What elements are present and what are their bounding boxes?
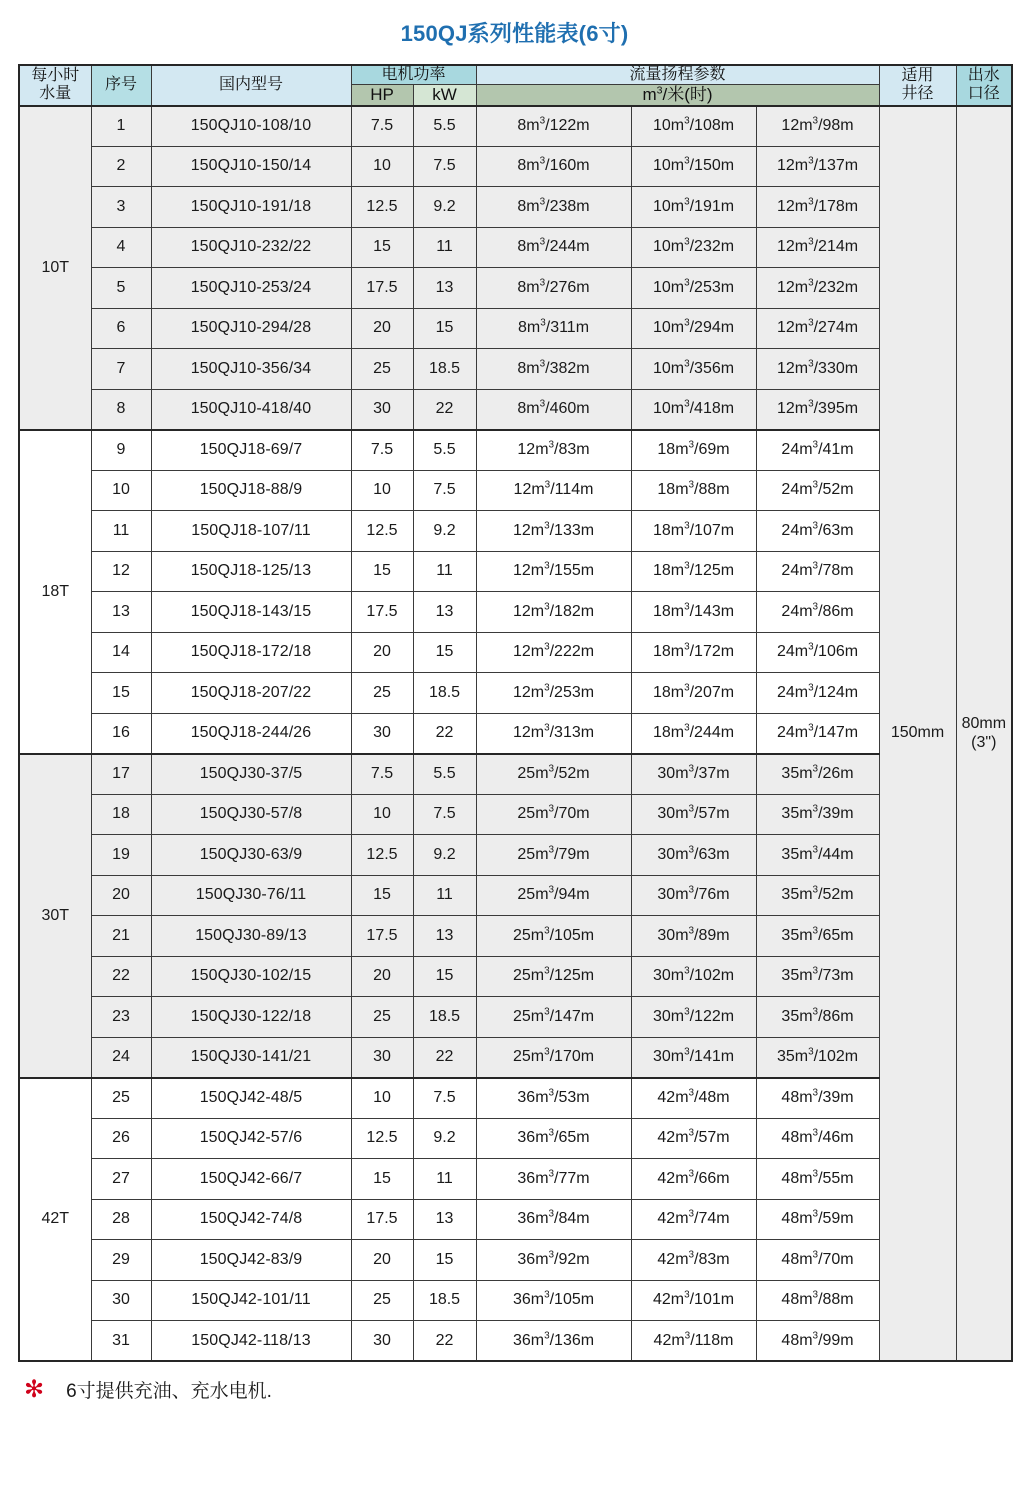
table-row [19,875,1012,916]
kw-cell: 18.5 [413,997,476,1038]
index-cell: 21 [91,916,151,957]
group-label-cell: 42T [19,1078,91,1362]
kw-cell: 22 [413,1321,476,1362]
header-outlet-diameter-line2: 口径 [967,85,1000,103]
model-cell: 150QJ18-143/15 [151,592,351,633]
performance-table [18,64,1013,1362]
table-row [19,592,1012,633]
index-cell: 3 [91,187,151,228]
kw-cell: 9.2 [413,511,476,552]
index-cell: 1 [91,106,151,147]
flow-head-cell: $36m^3/105m$ [476,1280,631,1321]
table-row [19,430,1012,471]
flow-head-cell: $42m^3/101m$ [631,1280,756,1321]
hp-cell: 25 [351,997,413,1038]
kw-cell: 9.2 [413,187,476,228]
table-row [19,997,1012,1038]
model-cell: 150QJ18-207/22 [151,673,351,714]
flow-head-cell: $12m^3/274m$ [756,308,879,349]
flow-head-cell: $10m^3/108m$ [631,106,756,147]
header-index: 序号 [91,65,151,106]
header-flow-unit-m: m [642,85,657,105]
flow-head-cell: $30m^3/122m$ [631,997,756,1038]
flow-head-cell: $30m^3/102m$ [631,956,756,997]
index-cell: 9 [91,430,151,471]
flow-head-cell: $30m^3/89m$ [631,916,756,957]
kw-cell: 5.5 [413,106,476,147]
flow-head-cell: $30m^3/57m$ [631,794,756,835]
kw-cell: 15 [413,956,476,997]
header-well-diameter-line2: 井径 [901,85,934,103]
table-row [19,632,1012,673]
model-cell: 150QJ18-172/18 [151,632,351,673]
model-cell: 150QJ42-83/9 [151,1240,351,1281]
kw-cell: 18.5 [413,1280,476,1321]
kw-cell: 5.5 [413,754,476,795]
flow-head-cell: $8m^3/122m$ [476,106,631,147]
flow-head-cell: $42m^3/83m$ [631,1240,756,1281]
hp-cell: 30 [351,389,413,430]
flow-head-cell: $24m^3/78m$ [756,551,879,592]
index-cell: 10 [91,470,151,511]
index-cell: 16 [91,713,151,754]
hp-cell: 17.5 [351,1199,413,1240]
flow-head-cell: $25m^3/105m$ [476,916,631,957]
flow-head-cell: $10m^3/232m$ [631,227,756,268]
outlet-diameter-cell [956,106,1012,1362]
hp-cell: 12.5 [351,511,413,552]
kw-cell: 22 [413,713,476,754]
table-row [19,835,1012,876]
table-row [19,713,1012,754]
flow-head-cell: $42m^3/57m$ [631,1118,756,1159]
flow-head-cell: $24m^3/41m$ [756,430,879,471]
model-cell: 150QJ30-122/18 [151,997,351,1038]
hp-cell: 25 [351,349,413,390]
kw-cell: 5.5 [413,430,476,471]
hp-cell: 20 [351,956,413,997]
table-row [19,1280,1012,1321]
kw-cell: 22 [413,1037,476,1078]
flow-head-cell: $12m^3/214m$ [756,227,879,268]
header-flow-unit [476,85,879,106]
model-cell: 150QJ18-107/11 [151,511,351,552]
flow-head-cell: $30m^3/76m$ [631,875,756,916]
index-cell: 8 [91,389,151,430]
index-cell: 7 [91,349,151,390]
table-row [19,308,1012,349]
hp-cell: 17.5 [351,916,413,957]
header-outlet-diameter [956,65,1012,106]
flow-head-cell: $24m^3/63m$ [756,511,879,552]
group-label-cell: 30T [19,754,91,1078]
hp-cell: 25 [351,1280,413,1321]
table-row [19,1321,1012,1362]
flow-head-cell: $35m^3/44m$ [756,835,879,876]
index-cell: 20 [91,875,151,916]
index-cell: 6 [91,308,151,349]
flow-head-cell: $18m^3/143m$ [631,592,756,633]
flow-head-cell: $35m^3/52m$ [756,875,879,916]
table-row [19,349,1012,390]
flow-head-cell: $10m^3/356m$ [631,349,756,390]
flow-head-cell: $12m^3/155m$ [476,551,631,592]
kw-cell: 7.5 [413,794,476,835]
flow-head-cell: $30m^3/63m$ [631,835,756,876]
flow-head-cell: $25m^3/94m$ [476,875,631,916]
hp-cell: 20 [351,308,413,349]
flow-head-cell: $48m^3/39m$ [756,1078,879,1119]
kw-cell: 11 [413,875,476,916]
model-cell: 150QJ30-57/8 [151,794,351,835]
header-hourly-water [19,65,91,106]
flow-head-cell: $12m^3/395m$ [756,389,879,430]
flow-head-cell: $8m^3/311m$ [476,308,631,349]
flow-head-cell: $12m^3/133m$ [476,511,631,552]
header-flow-unit-rest: /米(时) [662,85,713,105]
flow-head-cell: $36m^3/77m$ [476,1159,631,1200]
flow-head-cell: $25m^3/79m$ [476,835,631,876]
flow-head-cell: $8m^3/238m$ [476,187,631,228]
kw-cell: 18.5 [413,673,476,714]
flow-head-cell: $25m^3/170m$ [476,1037,631,1078]
flow-head-cell: $12m^3/83m$ [476,430,631,471]
table-row [19,794,1012,835]
index-cell: 11 [91,511,151,552]
index-cell: 2 [91,146,151,187]
footnote-text: 6寸提供充油、充水电机. [66,1381,272,1403]
table-row [19,146,1012,187]
kw-cell: 22 [413,389,476,430]
table-header [19,65,1012,106]
index-cell: 4 [91,227,151,268]
flow-head-cell: $35m^3/39m$ [756,794,879,835]
flow-head-cell: $10m^3/253m$ [631,268,756,309]
table-row [19,227,1012,268]
index-cell: 14 [91,632,151,673]
header-model: 国内型号 [151,65,351,106]
kw-cell: 15 [413,632,476,673]
table-row [19,1199,1012,1240]
flow-head-cell: $30m^3/37m$ [631,754,756,795]
header-power-hp: HP [351,85,413,106]
model-cell: 150QJ10-191/18 [151,187,351,228]
index-cell: 18 [91,794,151,835]
header-motor-power: 电机功率 [351,65,476,85]
kw-cell: 18.5 [413,349,476,390]
flow-head-cell: $18m^3/88m$ [631,470,756,511]
header-flow-head-params: 流量扬程参数 [476,65,879,85]
hp-cell: 10 [351,470,413,511]
flow-head-cell: $12m^3/114m$ [476,470,631,511]
flow-head-cell: $48m^3/70m$ [756,1240,879,1281]
index-cell: 31 [91,1321,151,1362]
table-row [19,1078,1012,1119]
table-row [19,470,1012,511]
flow-head-cell: $35m^3/86m$ [756,997,879,1038]
flow-head-cell: $42m^3/74m$ [631,1199,756,1240]
flow-head-cell: $42m^3/118m$ [631,1321,756,1362]
flow-head-cell: $35m^3/65m$ [756,916,879,957]
flow-head-cell: $36m^3/136m$ [476,1321,631,1362]
hp-cell: 12.5 [351,835,413,876]
flow-head-cell: $42m^3/48m$ [631,1078,756,1119]
table-row [19,551,1012,592]
flow-head-cell: $35m^3/26m$ [756,754,879,795]
hp-cell: 30 [351,1037,413,1078]
table-row [19,673,1012,714]
hp-cell: 15 [351,875,413,916]
flow-head-cell: $8m^3/382m$ [476,349,631,390]
outlet-diameter-line2: (3") [971,733,997,751]
table-row [19,1118,1012,1159]
flow-head-cell: $36m^3/84m$ [476,1199,631,1240]
model-cell: 150QJ30-141/21 [151,1037,351,1078]
model-cell: 150QJ10-108/10 [151,106,351,147]
model-cell: 150QJ10-232/22 [151,227,351,268]
flow-head-cell: $35m^3/102m$ [756,1037,879,1078]
kw-cell: 13 [413,1199,476,1240]
flow-head-cell: $48m^3/88m$ [756,1280,879,1321]
flow-head-cell: $24m^3/106m$ [756,632,879,673]
index-cell: 13 [91,592,151,633]
flow-head-cell: $24m^3/147m$ [756,713,879,754]
hp-cell: 10 [351,1078,413,1119]
page-title: 150QJ系列性能表(6寸) [400,21,629,46]
well-diameter-cell: 150mm [879,106,956,1362]
flow-head-cell: $18m^3/69m$ [631,430,756,471]
flow-head-cell: $25m^3/70m$ [476,794,631,835]
flow-head-cell: $12m^3/178m$ [756,187,879,228]
index-cell: 12 [91,551,151,592]
model-cell: 150QJ42-101/11 [151,1280,351,1321]
model-cell: 150QJ18-69/7 [151,430,351,471]
flow-head-cell: $48m^3/46m$ [756,1118,879,1159]
kw-cell: 11 [413,551,476,592]
kw-cell: 9.2 [413,835,476,876]
hp-cell: 10 [351,146,413,187]
model-cell: 150QJ42-57/6 [151,1118,351,1159]
table-row [19,956,1012,997]
flow-head-cell: $36m^3/53m$ [476,1078,631,1119]
hp-cell: 17.5 [351,592,413,633]
model-cell: 150QJ42-74/8 [151,1199,351,1240]
flow-head-cell: $25m^3/147m$ [476,997,631,1038]
hp-cell: 12.5 [351,1118,413,1159]
model-cell: 150QJ42-118/13 [151,1321,351,1362]
kw-cell: 15 [413,308,476,349]
index-cell: 24 [91,1037,151,1078]
model-cell: 150QJ10-356/34 [151,349,351,390]
flow-head-cell: $8m^3/160m$ [476,146,631,187]
table-row [19,511,1012,552]
kw-cell: 15 [413,1240,476,1281]
hp-cell: 10 [351,794,413,835]
flow-head-cell: $12m^3/98m$ [756,106,879,147]
flow-head-cell: $48m^3/99m$ [756,1321,879,1362]
table-row [19,106,1012,147]
header-well-diameter [879,65,956,106]
table-row [19,916,1012,957]
flow-head-cell: $48m^3/59m$ [756,1199,879,1240]
flow-head-cell: $36m^3/65m$ [476,1118,631,1159]
index-cell: 25 [91,1078,151,1119]
header-hourly-water-line2: 水量 [39,85,72,103]
hp-cell: 15 [351,551,413,592]
index-cell: 26 [91,1118,151,1159]
flow-head-cell: $12m^3/313m$ [476,713,631,754]
table-body [19,106,1012,1362]
flow-head-cell: $25m^3/52m$ [476,754,631,795]
flow-head-cell: $10m^3/418m$ [631,389,756,430]
table-row [19,1037,1012,1078]
table-row [19,1159,1012,1200]
kw-cell: 11 [413,1159,476,1200]
flow-head-cell: $10m^3/191m$ [631,187,756,228]
table-row [19,754,1012,795]
model-cell: 150QJ10-294/28 [151,308,351,349]
flow-head-cell: $12m^3/182m$ [476,592,631,633]
group-label-cell: 10T [19,106,91,430]
flow-head-cell: $8m^3/276m$ [476,268,631,309]
hp-cell: 30 [351,713,413,754]
header-hourly-water-line1: 每小时 [31,67,80,85]
model-cell: 150QJ10-253/24 [151,268,351,309]
index-cell: 15 [91,673,151,714]
table-row [19,187,1012,228]
flow-head-cell: $8m^3/244m$ [476,227,631,268]
header-flow-unit-sup: 3 [656,84,663,97]
hp-cell: 15 [351,1159,413,1200]
flow-head-cell: $18m^3/107m$ [631,511,756,552]
model-cell: 150QJ30-102/15 [151,956,351,997]
flow-head-cell: $12m^3/232m$ [756,268,879,309]
hp-cell: 17.5 [351,268,413,309]
flow-head-cell: $24m^3/52m$ [756,470,879,511]
kw-cell: 7.5 [413,1078,476,1119]
flow-head-cell: $10m^3/294m$ [631,308,756,349]
flow-head-cell: $12m^3/137m$ [756,146,879,187]
hp-cell: 20 [351,1240,413,1281]
kw-cell: 9.2 [413,1118,476,1159]
kw-cell: 7.5 [413,146,476,187]
table-container [18,64,1011,1362]
flow-head-cell: $35m^3/73m$ [756,956,879,997]
hp-cell: 30 [351,1321,413,1362]
hp-cell: 25 [351,673,413,714]
group-label-cell: 18T [19,430,91,754]
flow-head-cell: $30m^3/141m$ [631,1037,756,1078]
hp-cell: 7.5 [351,430,413,471]
hp-cell: 7.5 [351,106,413,147]
flow-head-cell: $36m^3/92m$ [476,1240,631,1281]
model-cell: 150QJ30-89/13 [151,916,351,957]
model-cell: 150QJ18-125/13 [151,551,351,592]
kw-cell: 7.5 [413,470,476,511]
header-well-diameter-line1: 适用 [901,67,934,85]
index-cell: 30 [91,1280,151,1321]
kw-cell: 11 [413,227,476,268]
table-row [19,268,1012,309]
kw-cell: 13 [413,592,476,633]
hp-cell: 7.5 [351,754,413,795]
flow-head-cell: $18m^3/207m$ [631,673,756,714]
index-cell: 22 [91,956,151,997]
model-cell: 150QJ42-48/5 [151,1078,351,1119]
kw-cell: 13 [413,268,476,309]
index-cell: 23 [91,997,151,1038]
index-cell: 5 [91,268,151,309]
table-row [19,1240,1012,1281]
footnote [24,1376,1029,1403]
index-cell: 28 [91,1199,151,1240]
hp-cell: 15 [351,227,413,268]
model-cell: 150QJ30-63/9 [151,835,351,876]
flow-head-cell: $48m^3/55m$ [756,1159,879,1200]
kw-cell: 13 [413,916,476,957]
table-row [19,389,1012,430]
flow-head-cell: $12m^3/222m$ [476,632,631,673]
flow-head-cell: $8m^3/460m$ [476,389,631,430]
hp-cell: 20 [351,632,413,673]
header-outlet-diameter-line1: 出水 [967,67,1000,85]
flow-head-cell: $24m^3/124m$ [756,673,879,714]
model-cell: 150QJ18-244/26 [151,713,351,754]
flow-head-cell: $10m^3/150m$ [631,146,756,187]
flow-head-cell: $25m^3/125m$ [476,956,631,997]
index-cell: 27 [91,1159,151,1200]
flow-head-cell: $24m^3/86m$ [756,592,879,633]
index-cell: 29 [91,1240,151,1281]
flow-head-cell: $12m^3/330m$ [756,349,879,390]
flow-head-cell: $18m^3/244m$ [631,713,756,754]
model-cell: 150QJ18-88/9 [151,470,351,511]
header-power-kw: kW [413,85,476,106]
flow-head-cell: $18m^3/172m$ [631,632,756,673]
index-cell: 17 [91,754,151,795]
model-cell: 150QJ42-66/7 [151,1159,351,1200]
hp-cell: 12.5 [351,187,413,228]
outlet-diameter-line1: 80mm [961,715,1007,733]
flow-head-cell: $42m^3/66m$ [631,1159,756,1200]
model-cell: 150QJ30-37/5 [151,754,351,795]
model-cell: 150QJ30-76/11 [151,875,351,916]
flow-head-cell: $12m^3/253m$ [476,673,631,714]
header-row-1 [19,65,1012,85]
flow-head-cell: $18m^3/125m$ [631,551,756,592]
asterisk-icon: ✻ [24,1375,45,1403]
model-cell: 150QJ10-418/40 [151,389,351,430]
model-cell: 150QJ10-150/14 [151,146,351,187]
index-cell: 19 [91,835,151,876]
